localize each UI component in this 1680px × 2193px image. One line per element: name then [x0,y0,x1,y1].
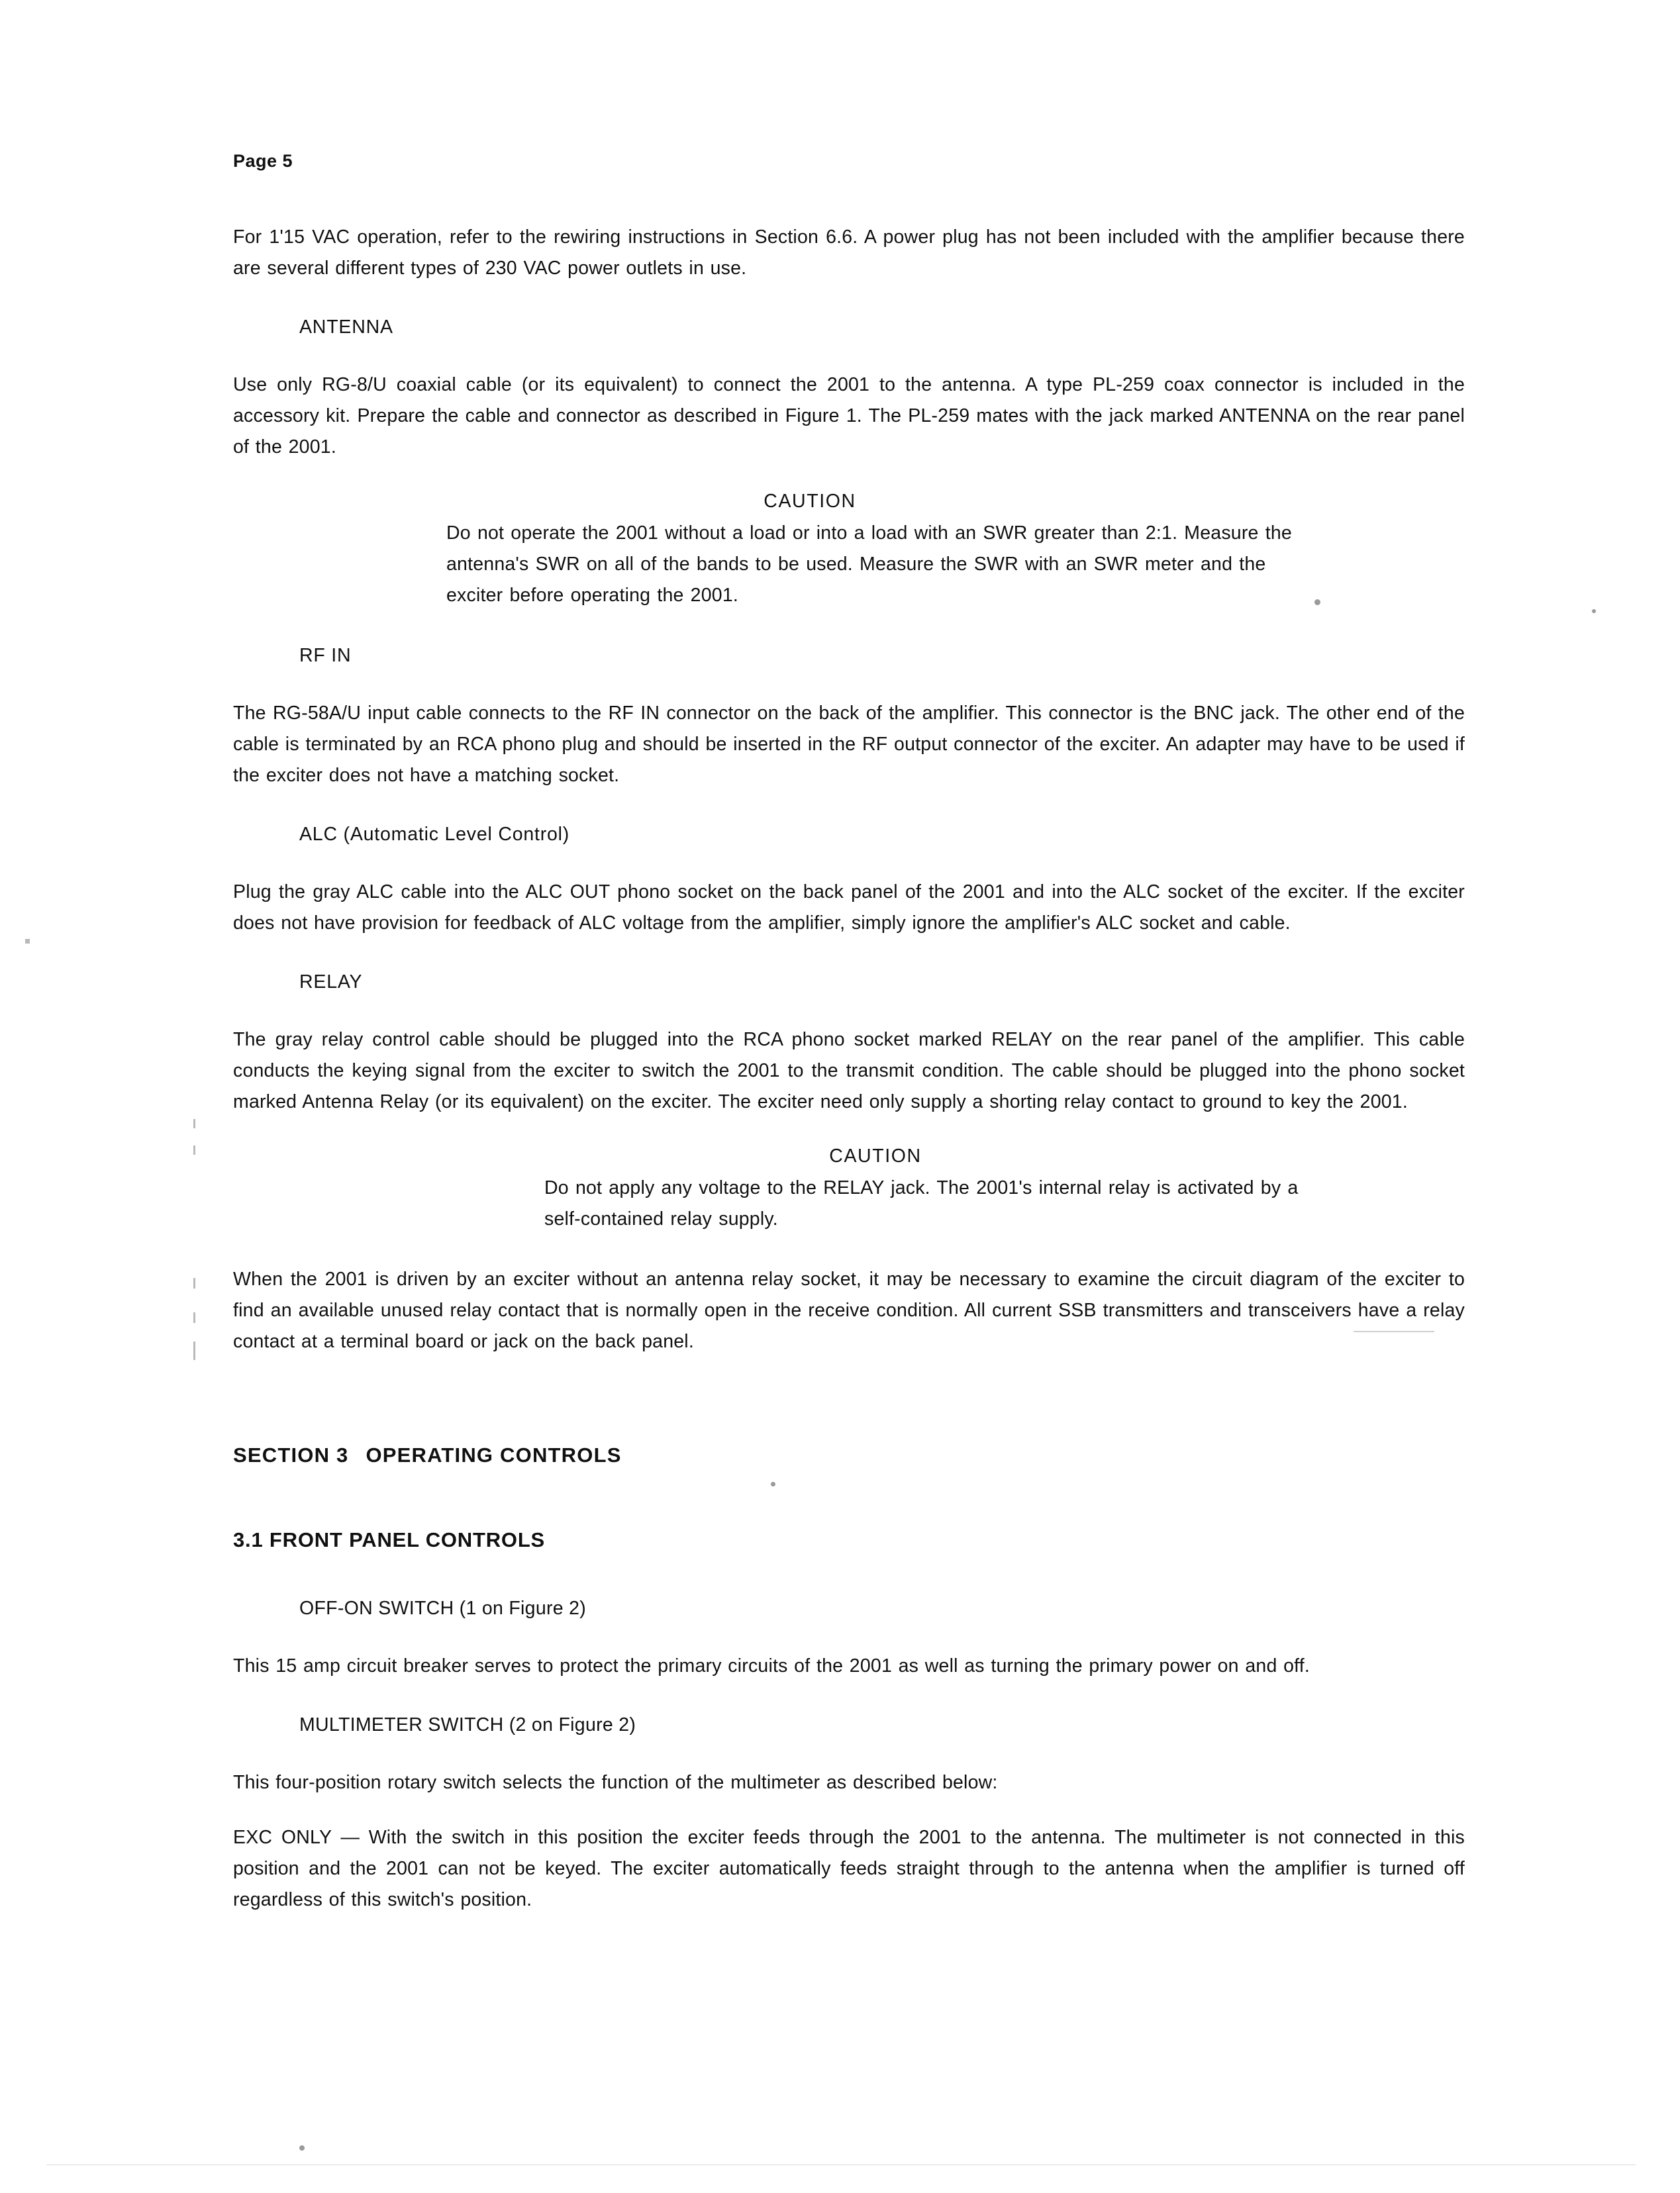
paragraph-alc: Plug the gray ALC cable into the ALC OUT phono socket on the back panel of the 2001 and into the ALC socket of the exciter. If the exciter does not have provision for feedback of ALC voltage from the amplifier, simply ignore the amplifier's ALC socket and cable. [233,881,1465,934]
caution-block-swr [233,491,1465,611]
caution-text: Do not operate the 2001 without a load or into a load with an SWR greater than 2:1. Measure the antenna's SWR on all of the bands to be used. Measure the SWR with an SWR meter and the exciter before operating the 2001. [446,522,1292,606]
margin-mark-left-upper [25,939,30,944]
heading-alc: ALC (Automatic Level Control) [299,824,570,845]
heading-multimeter-switch: MULTIMETER SWITCH (2 on Figure 2) [299,1714,636,1735]
paragraph-exciter-relay: When the 2001 is driven by an exciter without an antenna relay socket, it may be necessary to examine the circuit diagram of the exciter to find an available unused relay contact that is normally open in the receive condition. All current SSB transmitters and transceivers have a relay contact at a terminal board or jack on the back panel. [233,1269,1465,1352]
section-title: OPERATING CONTROLS [366,1443,622,1467]
margin-mark-left-dashes-4 [193,1312,195,1323]
heading-relay: RELAY [299,971,363,993]
paragraph-relay: The gray relay control cable should be plugged into the RCA phono socket marked RELAY on the rear panel of the amplifier. This cable conducts the keying signal from the exciter to switch the 2001 to the transmit condition. The cable should be plugged into the phono socket marked Antenna Relay (or its equivalent) on the exciter. The exciter need only supply a shorting relay contact to ground to key the 2001. [233,1029,1465,1112]
paragraph-antenna: Use only RG-8/U coaxial cable (or its equivalent) to connect the 2001 to the antenna. A type PL-259 coax connector is included in the accessory kit. Prepare the cable and connector as described in Figure 1. The PL-259 mates with the jack marked ANTENNA on the rear panel of the 2001. [233,374,1465,458]
margin-mark-left-dashes-2 [193,1145,195,1155]
paragraph-vac-operation: For 1'15 VAC operation, refer to the rewiring instructions in Section 6.6. A power plug has not been included with the amplifier because there are several different types of 230 VAC power outlets in use. [233,226,1465,279]
section-heading-3 [233,1443,1465,1467]
page-number: Page 5 [233,151,293,171]
margin-mark-left-dashes [193,1119,195,1128]
paragraph-rf-in: The RG-58A/U input cable connects to the RF IN connector on the back of the amplifier. This connector is the BNC jack. The other end of the cable is terminated by an RCA phono plug and should be inserted in the RF output connector of the exciter. An adapter may have to be used if the exciter does not have a matching socket. [233,703,1465,786]
section-number: SECTION 3 [233,1443,349,1467]
page-content [233,151,1465,1943]
subsection-heading-3-1: 3.1 FRONT PANEL CONTROLS [233,1528,546,1551]
heading-rf-in: RF IN [299,645,352,666]
caution-block-relay [233,1145,1465,1235]
paragraph-off-on-switch: This 15 amp circuit breaker serves to protect the primary circuits of the 2001 as well as turning the primary power on and off. [233,1655,1310,1677]
scan-speck-right [1592,609,1596,613]
caution-title-2: CAUTION [829,1145,922,1167]
heading-off-on-switch: OFF-ON SWITCH (1 on Figure 2) [299,1598,587,1619]
heading-antenna: ANTENNA [299,317,393,338]
paragraph-multimeter-switch: This four-position rotary switch selects the function of the multimeter as described below: [233,1772,998,1793]
paragraph-exc-only: EXC ONLY — With the switch in this position the exciter feeds through the 2001 to the antenna. The multimeter is not connected in this position and the 2001 can not be keyed. The exciter automatically feeds straight through to the antenna when the amplifier is turned off regardless of this switch's position. [233,1827,1465,1910]
scan-speck-lower-left [299,2145,305,2151]
caution-title: CAUTION [764,491,856,512]
caution-text-2: Do not apply any voltage to the RELAY jack. The 2001's internal relay is activated by a self-contained relay supply. [544,1177,1299,1230]
margin-mark-left-dashes-5 [193,1341,195,1360]
margin-mark-left-dashes-3 [193,1278,195,1289]
